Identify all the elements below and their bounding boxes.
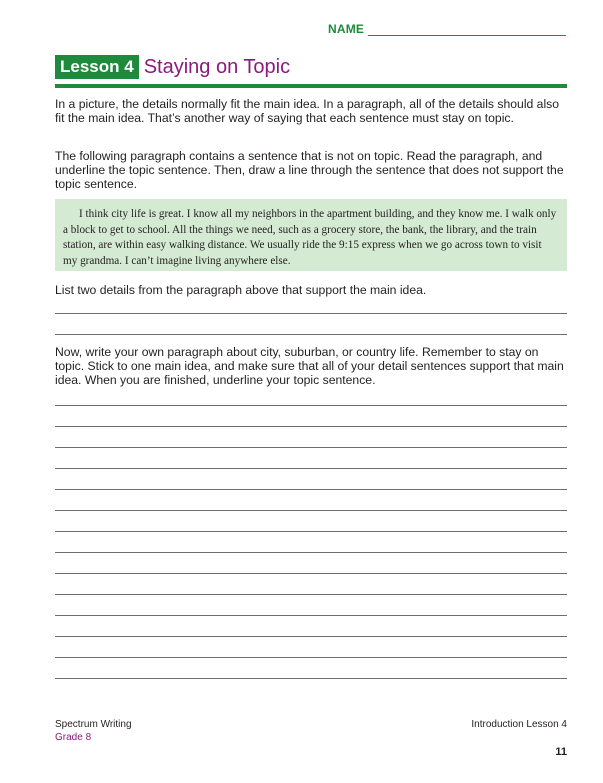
name-field-row [328, 22, 566, 36]
writing-line[interactable] [55, 468, 567, 469]
writing-line[interactable] [55, 552, 567, 553]
lesson-title: Staying on Topic [143, 56, 291, 78]
page-number: 11 [555, 746, 567, 758]
lesson-badge: Lesson 4 [55, 55, 139, 79]
story-box [55, 199, 567, 271]
writing-line[interactable] [55, 657, 567, 658]
writing-line[interactable] [55, 510, 567, 511]
writing-line[interactable] [55, 636, 567, 637]
story-paragraph: I think city life is great. I know all my neighbors in the apartment building, and they know me. I walk only a block to get to school. All the things we need, such as a grocery store, the bank, the library, and the train station, are within easy walking distance. We usually ride the 9:15 express when we go across town to visit my grandma. I can’t imagine living anywhere else. [63, 208, 557, 267]
question-1: List two details from the paragraph above that support the main idea. [55, 283, 427, 297]
footer-grade: Grade 8 [55, 732, 92, 743]
writing-line[interactable] [55, 531, 567, 532]
answer-line[interactable] [55, 313, 567, 314]
writing-line[interactable] [55, 573, 567, 574]
writing-line[interactable] [55, 615, 567, 616]
writing-line[interactable] [55, 426, 567, 427]
lesson-header [55, 55, 290, 79]
header-rule [55, 84, 567, 88]
writing-line[interactable] [55, 489, 567, 490]
instruction-paragraph-1: In a picture, the details normally fit the main idea. In a paragraph, all of the details should also fit the main idea. That’s another way of saying that each sentence must stay on topic. [55, 97, 560, 125]
name-write-line[interactable] [368, 23, 566, 36]
footer-left [55, 718, 132, 744]
footer-book-title: Spectrum Writing [55, 719, 132, 730]
question-2: Now, write your own paragraph about city, suburban, or country life. Remember to stay on topic. Stick to one main idea, and make sure that all of your detail sentences support that main idea. When you are finished, underline your topic sentence. [55, 345, 564, 387]
instruction-paragraph-2: The following paragraph contains a sentence that is not on topic. Read the paragraph, and underline the topic sentence. Then, draw a line through the sentence that does not support the topic sentence. [55, 149, 564, 191]
writing-line[interactable] [55, 678, 567, 679]
name-label: NAME [328, 22, 365, 36]
answer-line[interactable] [55, 334, 567, 335]
writing-line[interactable] [55, 447, 567, 448]
writing-line[interactable] [55, 405, 567, 406]
writing-line[interactable] [55, 594, 567, 595]
footer-section: Introduction Lesson 4 [471, 719, 567, 730]
